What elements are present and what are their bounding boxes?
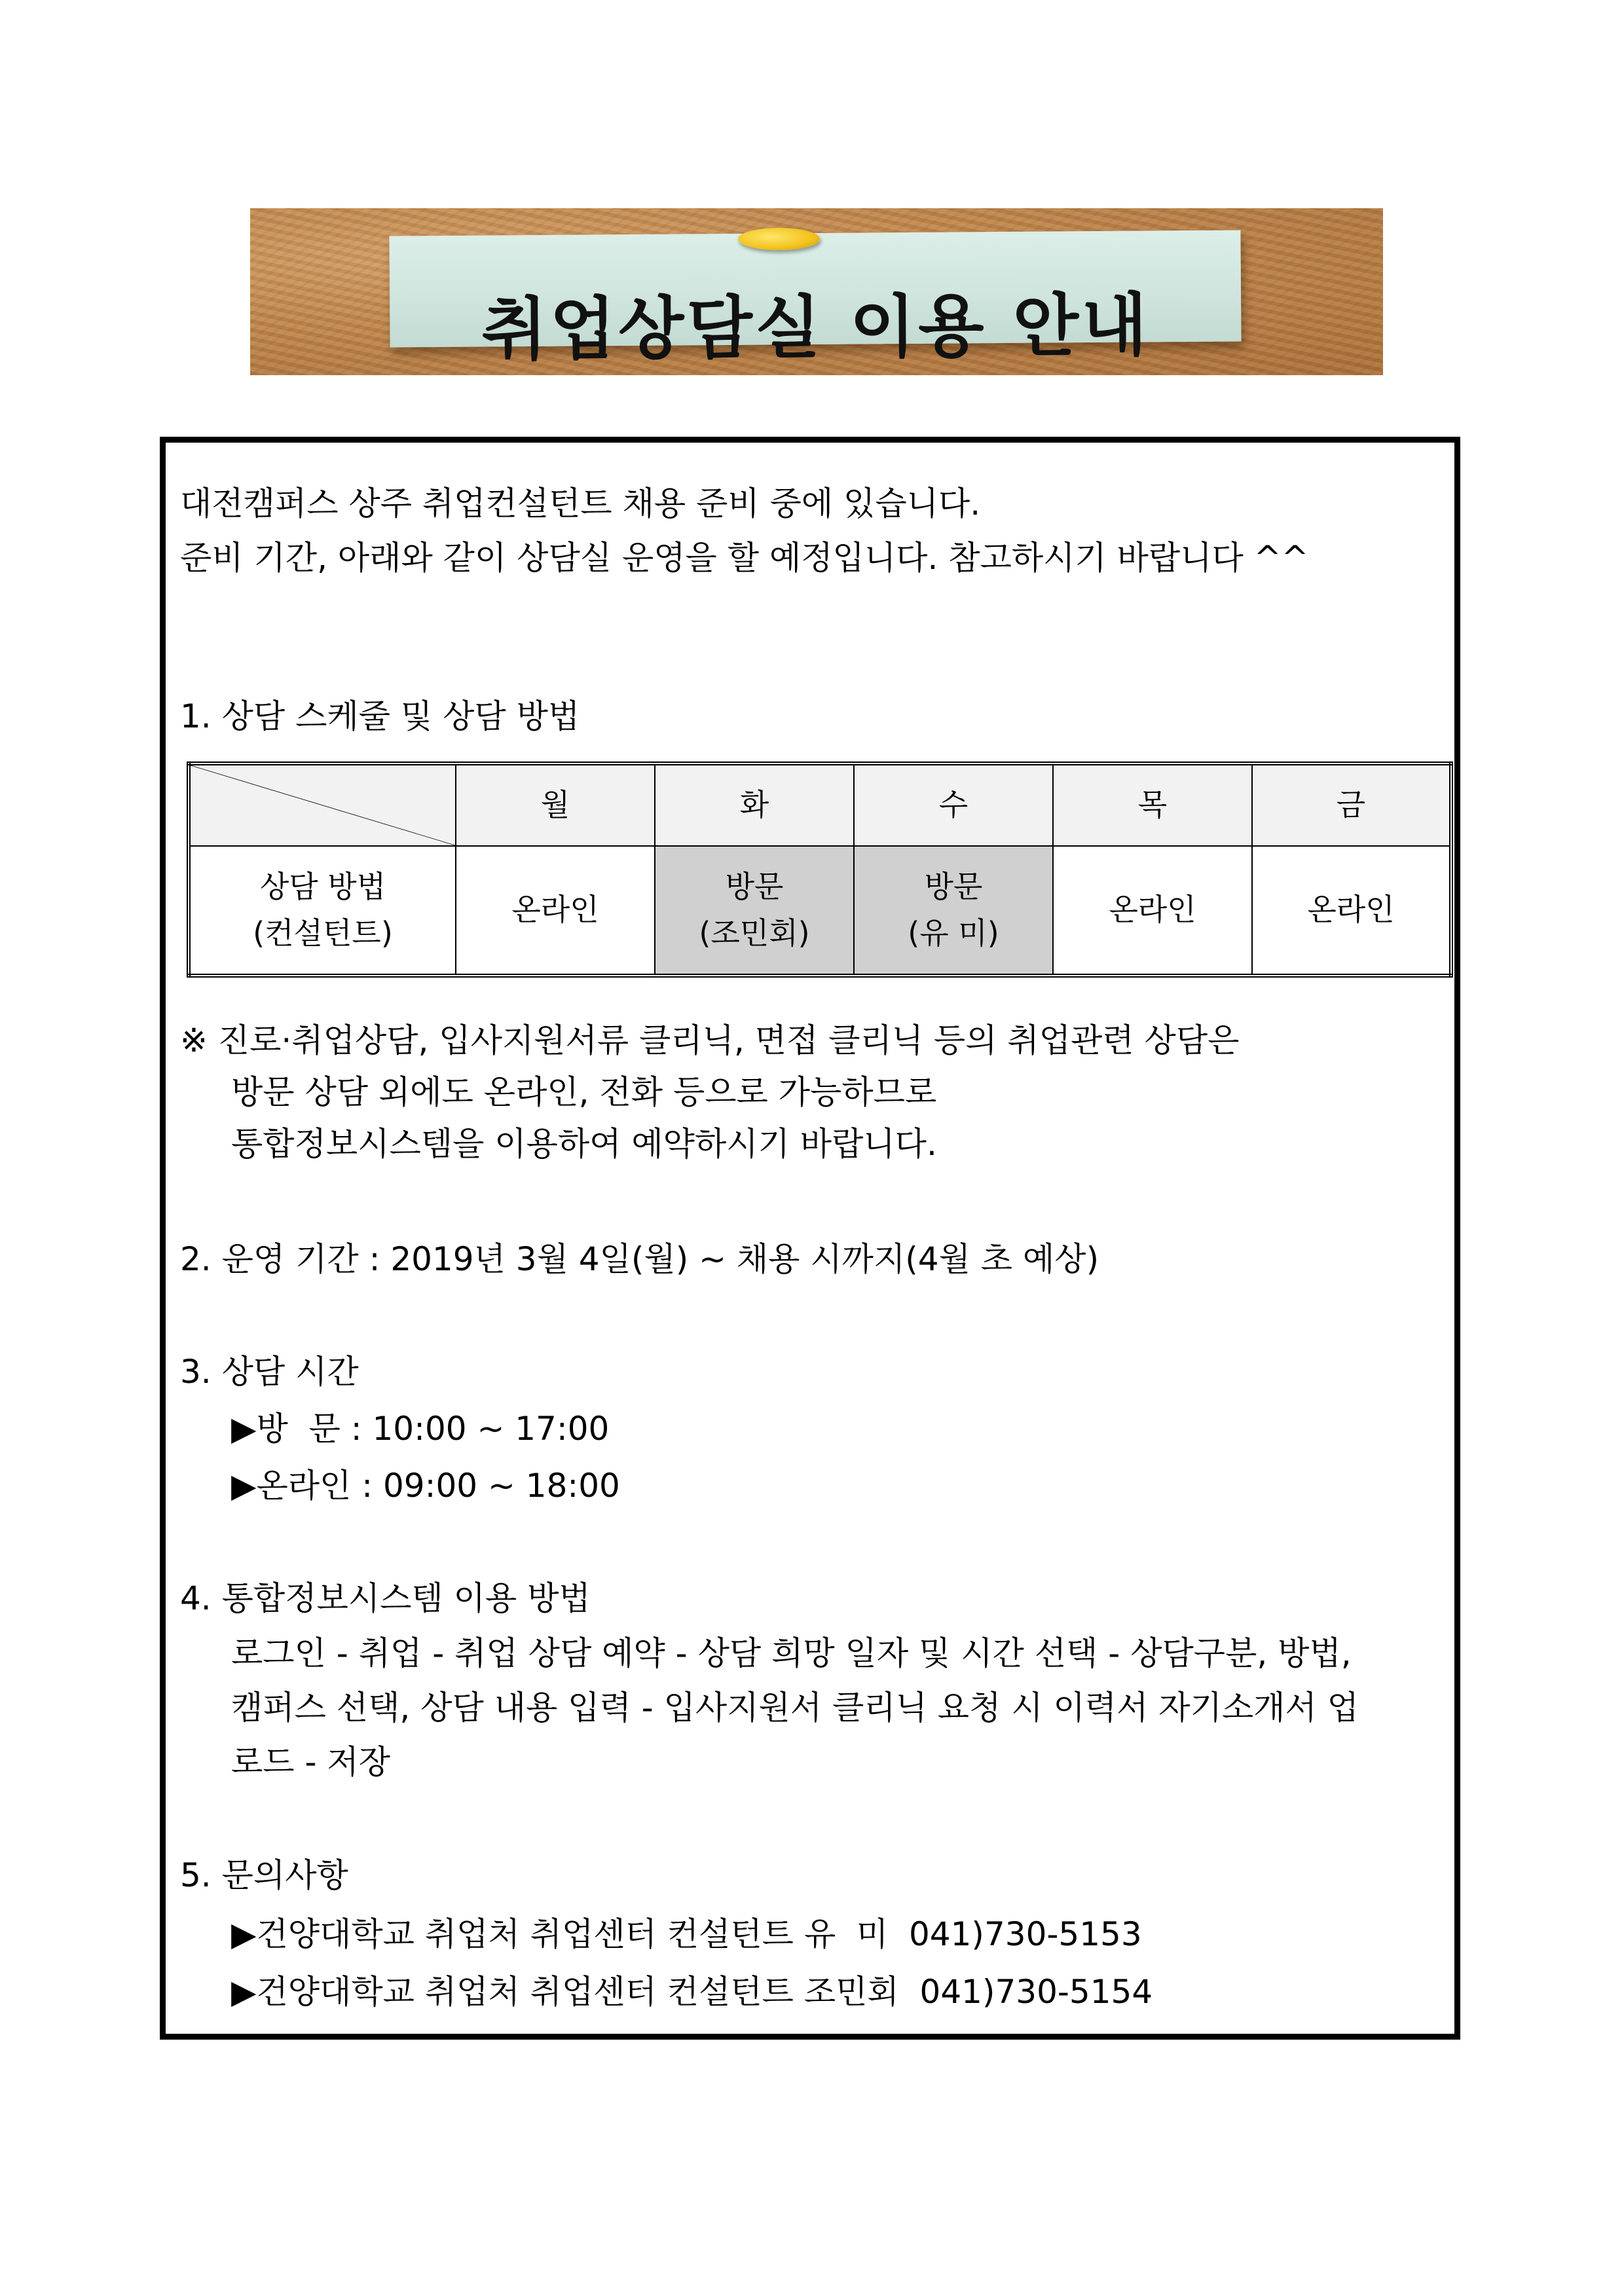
section-heading: 5. 문의사항 — [180, 1856, 348, 1894]
day-header: 수 — [854, 763, 1053, 846]
method-cell — [1053, 846, 1252, 976]
day-header: 월 — [456, 763, 655, 846]
method-type: 온라인 — [1307, 892, 1395, 928]
day-header: 금 — [1252, 763, 1451, 846]
pushpin-icon — [738, 228, 820, 250]
page-title: 취업상담실 이용 안내 — [481, 285, 1151, 370]
method-type: 온라인 — [1109, 892, 1196, 928]
consultant-name: (유 미) — [908, 915, 999, 951]
contact-line: ▶건양대학교 취업처 취업센터 컨설턴트 조민회 041)730-5154 — [231, 1973, 1153, 2011]
section-heading: 4. 통합정보시스템 이용 방법 — [180, 1579, 591, 1617]
section-heading: 1. 상담 스케줄 및 상담 방법 — [180, 697, 580, 735]
method-cell — [655, 846, 854, 976]
section-heading: 3. 상담 시간 — [180, 1353, 359, 1391]
intro-line: 준비 기간, 아래와 같이 상담실 운영을 할 예정입니다. 참고하시기 바랍니다 ^^ — [180, 539, 1309, 577]
hours-visit: ▶방 문 : 10:00 ~ 17:00 — [231, 1410, 610, 1448]
row-label: 상담 방법 — [259, 868, 386, 904]
notice-box — [160, 437, 1460, 2040]
table-corner-cell — [189, 763, 456, 846]
schedule-table — [187, 762, 1453, 978]
note-line: 방문 상담 외에도 온라인, 전화 등으로 가능하므로 — [231, 1073, 937, 1111]
sticky-note — [389, 230, 1241, 370]
procedure-line: 로그인 - 취업 - 취업 상담 예약 - 상담 희망 일자 및 시간 선택 - 상담구분, 방법, — [231, 1634, 1352, 1672]
intro-line: 대전캠퍼스 상주 취업컨설턴트 채용 준비 중에 있습니다. — [180, 485, 981, 523]
contact-line: ▶건양대학교 취업처 취업센터 컨설턴트 유 미 041)730-5153 — [231, 1915, 1142, 1953]
method-cell — [456, 846, 655, 976]
section-heading: 2. 운영 기간 : 2019년 3월 4일(월) ~ 채용 시까지(4월 초 예상) — [180, 1240, 1099, 1278]
day-header: 목 — [1053, 763, 1252, 846]
day-header: 화 — [655, 763, 854, 846]
method-type: 온라인 — [511, 892, 599, 928]
method-type: 방문 — [725, 868, 784, 904]
note-line: 통합정보시스템을 이용하여 예약하시기 바랍니다. — [231, 1125, 937, 1163]
diagonal-line — [191, 765, 455, 845]
row-label-sub: (컨설턴트) — [253, 915, 393, 951]
method-cell — [1252, 846, 1451, 976]
row-label-cell — [189, 846, 456, 976]
method-type: 방문 — [924, 868, 983, 904]
hours-online: ▶온라인 : 09:00 ~ 18:00 — [231, 1467, 620, 1505]
consultant-name: (조민회) — [699, 915, 810, 951]
method-cell — [854, 846, 1053, 976]
procedure-line: 로드 - 저장 — [231, 1743, 391, 1781]
note-line: ※ 진로·취업상담, 입사지원서류 클리닉, 면접 클리닉 등의 취업관련 상담은 — [180, 1021, 1240, 1059]
title-banner — [250, 208, 1383, 375]
procedure-line: 캠퍼스 선택, 상담 내용 입력 - 입사지원서 클리닉 요청 시 이력서 자기소개서 업 — [231, 1689, 1359, 1727]
